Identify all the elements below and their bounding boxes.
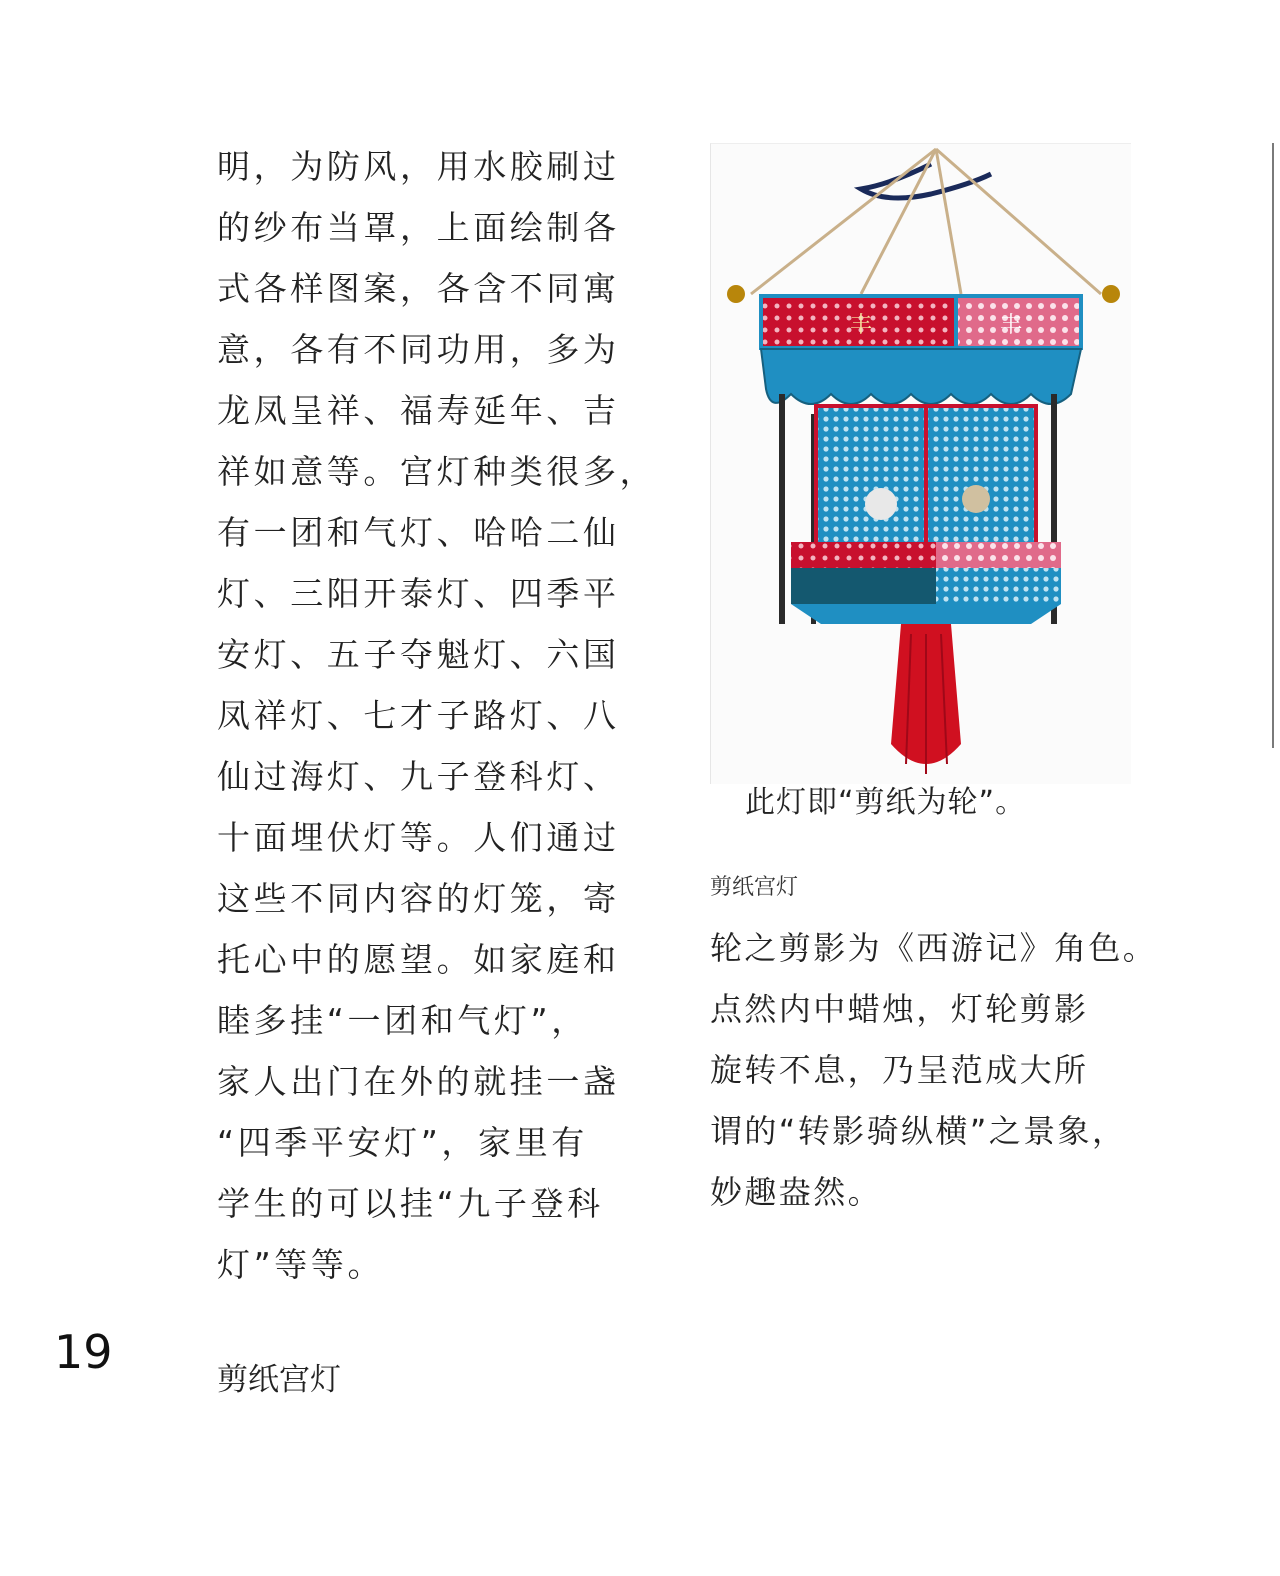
text-line: 学生的可以挂“九子登科 [217, 1184, 604, 1223]
text-line: 安灯、五子夺魁灯、六国 [217, 635, 620, 674]
bottom-caption: 剪纸宫灯 [217, 1362, 341, 1398]
text-line: 托心中的愿望。如家庭和 [217, 940, 620, 979]
text-line: 灯”等等。 [217, 1245, 385, 1284]
text-line: 凤祥灯、七才子路灯、八 [217, 696, 620, 735]
lantern-character: 丰 [849, 313, 873, 338]
text-line: 谓的“转影骑纵横”之景象， [710, 1112, 1127, 1150]
palace-lantern-photo [710, 143, 1131, 784]
text-line: 意，各有不同功用，多为 [217, 330, 620, 369]
text-line: 龙凤呈祥、福寿延年、吉 [217, 391, 620, 430]
text-line: 十面埋伏灯等。人们通过 [217, 818, 620, 857]
text-line: 的纱布当罩，上面绘制各 [217, 208, 620, 247]
text-line: 这些不同内容的灯笼，寄 [217, 879, 620, 918]
text-line: 点然内中蜡烛，灯轮剪影 [710, 990, 1089, 1028]
text-line: 灯、三阳开泰灯、四季平 [217, 574, 620, 613]
text-line: 家人出门在外的就挂一盏 [217, 1062, 620, 1101]
photo-caption: 此灯即“剪纸为轮”。 [745, 785, 1027, 820]
body-text-right [710, 918, 1158, 1223]
text-line: 妙趣盎然。 [710, 1173, 883, 1211]
text-line: 轮之剪影为《西游记》角色。 [710, 929, 1158, 967]
lantern-character: 丰 [999, 313, 1023, 338]
body-text-left [217, 136, 657, 1295]
figure-label: 剪纸宫灯 [710, 875, 799, 900]
text-line: 睦多挂“一团和气灯”， [217, 1001, 588, 1040]
text-line: 仙过海灯、九子登科灯、 [217, 757, 620, 796]
text-line: 明，为防风，用水胶刷过 [217, 147, 620, 186]
text-line: 旋转不息，乃呈范成大所 [710, 1051, 1089, 1089]
text-line: “四季平安灯”，家里有 [217, 1123, 588, 1162]
lantern-illustration [711, 144, 1131, 784]
text-line: 有一团和气灯、哈哈二仙 [217, 513, 620, 552]
page-edge-divider [1272, 143, 1274, 748]
text-line: 式各样图案，各含不同寓 [217, 269, 620, 308]
text-line: 祥如意等。宫灯种类很多， [217, 452, 657, 491]
page-number: 19 [54, 1325, 113, 1379]
